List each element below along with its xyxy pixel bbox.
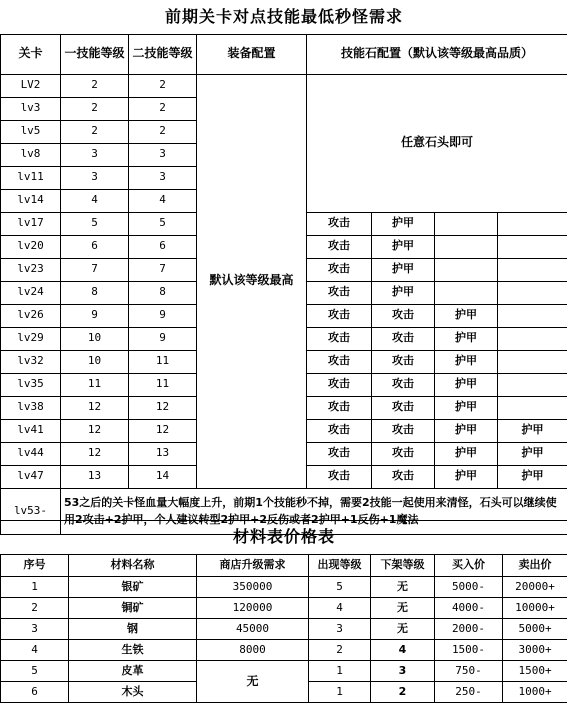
material-header: 卖出价: [503, 555, 567, 577]
stone-cell: 护甲: [435, 442, 498, 465]
skill2-cell: 3: [129, 166, 197, 189]
skill1-cell: 2: [61, 74, 129, 97]
material-shop-cell: 8000: [197, 640, 309, 661]
level-cell: lv5: [1, 120, 61, 143]
material-header: 商店升级需求: [197, 555, 309, 577]
material-header: 材料名称: [69, 555, 197, 577]
material-name-cell: 银矿: [69, 577, 197, 598]
material-name-cell: 铜矿: [69, 598, 197, 619]
stone-cell: [498, 396, 567, 419]
material-remove-cell: 无: [371, 598, 435, 619]
material-appear-cell: 2: [309, 640, 371, 661]
last-row-note: 53之后的关卡怪血量大幅度上升，前期1个技能秒不掉，需要2技能一起使用来清怪，石头可以继续使用2攻击+2护甲，个人建议转型2护甲+2反伤或者2护甲+1反伤+1魔法: [61, 488, 567, 534]
stone-cell: 攻击: [372, 304, 435, 327]
material-buy-cell: 4000-: [435, 598, 503, 619]
material-row: [1, 577, 567, 598]
stone-cell: 护甲: [435, 373, 498, 396]
level-cell: lv3: [1, 97, 61, 120]
level-row: [1, 74, 567, 97]
stone-cell: 攻击: [307, 327, 372, 350]
material-row: [1, 619, 567, 640]
level-cell: lv38: [1, 396, 61, 419]
level-cell: lv26: [1, 304, 61, 327]
stone-cell: 护甲: [435, 327, 498, 350]
material-shop-cell: 无: [197, 661, 309, 703]
skill2-cell: 2: [129, 120, 197, 143]
material-appear-cell: 5: [309, 577, 371, 598]
stone-cell: [498, 373, 567, 396]
material-remove-cell: 2: [371, 682, 435, 703]
material-header: 下架等级: [371, 555, 435, 577]
level-cell: lv23: [1, 258, 61, 281]
skill2-cell: 5: [129, 212, 197, 235]
stone-cell: 护甲: [498, 419, 567, 442]
material-sell-cell: 1500+: [503, 661, 567, 682]
skill1-cell: 13: [61, 465, 129, 488]
stone-cell: 攻击: [307, 396, 372, 419]
skill1-cell: 3: [61, 143, 129, 166]
skill2-cell: 9: [129, 304, 197, 327]
skill1-cell: 11: [61, 373, 129, 396]
last-row-level: lv53-: [1, 488, 61, 534]
skill1-cell: 7: [61, 258, 129, 281]
stone-cell: 护甲: [435, 304, 498, 327]
skill1-cell: 8: [61, 281, 129, 304]
skill2-cell: 8: [129, 281, 197, 304]
stone-cell: [435, 281, 498, 304]
stone-cell: 攻击: [307, 465, 372, 488]
skill1-cell: 9: [61, 304, 129, 327]
equipment-cell: 默认该等级最高: [197, 74, 307, 488]
header-equipment: 装备配置: [197, 34, 307, 74]
stone-cell: [498, 235, 567, 258]
material-remove-cell: 无: [371, 577, 435, 598]
stone-cell: 攻击: [372, 396, 435, 419]
stone-cell: 护甲: [435, 396, 498, 419]
material-buy-cell: 750-: [435, 661, 503, 682]
stone-cell: 攻击: [307, 281, 372, 304]
stone-cell: [498, 281, 567, 304]
material-header: 出现等级: [309, 555, 371, 577]
stone-cell: 护甲: [372, 235, 435, 258]
stone-cell: 攻击: [372, 350, 435, 373]
level-cell: lv41: [1, 419, 61, 442]
material-appear-cell: 1: [309, 661, 371, 682]
stone-cell: 攻击: [307, 419, 372, 442]
skill2-cell: 13: [129, 442, 197, 465]
header-skill2: 二技能等级: [129, 34, 197, 74]
stone-cell: 护甲: [372, 281, 435, 304]
material-remove-cell: 4: [371, 640, 435, 661]
material-shop-cell: 120000: [197, 598, 309, 619]
stone-cell: 攻击: [307, 350, 372, 373]
level-cell: lv11: [1, 166, 61, 189]
stone-cell: 护甲: [372, 212, 435, 235]
material-name-cell: 木头: [69, 682, 197, 703]
skill1-cell: 10: [61, 350, 129, 373]
material-row: [1, 598, 567, 619]
skill2-cell: 9: [129, 327, 197, 350]
stone-cell: [498, 258, 567, 281]
material-name-cell: 生铁: [69, 640, 197, 661]
stone-cell: 攻击: [372, 442, 435, 465]
skill2-cell: 7: [129, 258, 197, 281]
skill1-cell: 6: [61, 235, 129, 258]
material-remove-cell: 3: [371, 661, 435, 682]
level-cell: lv17: [1, 212, 61, 235]
material-sell-cell: 20000+: [503, 577, 567, 598]
stone-cell: [435, 235, 498, 258]
skill2-cell: 11: [129, 350, 197, 373]
header-stones: 技能石配置（默认该等级最高品质）: [307, 34, 567, 74]
stone-cell: [435, 212, 498, 235]
skill1-cell: 12: [61, 442, 129, 465]
stone-cell: [498, 212, 567, 235]
level-cell: lv35: [1, 373, 61, 396]
stone-cell: 护甲: [435, 465, 498, 488]
stone-cell: [498, 350, 567, 373]
skill2-cell: 12: [129, 396, 197, 419]
material-no-cell: 4: [1, 640, 69, 661]
level-cell: lv32: [1, 350, 61, 373]
stone-cell: 攻击: [307, 235, 372, 258]
skill1-cell: 12: [61, 396, 129, 419]
skill1-cell: 10: [61, 327, 129, 350]
level-cell: lv47: [1, 465, 61, 488]
stone-cell: 护甲: [498, 442, 567, 465]
stone-cell: 护甲: [435, 419, 498, 442]
material-buy-cell: 1500-: [435, 640, 503, 661]
stone-cell: 攻击: [307, 373, 372, 396]
material-sell-cell: 10000+: [503, 598, 567, 619]
material-shop-cell: 45000: [197, 619, 309, 640]
level-cell: lv24: [1, 281, 61, 304]
material-sell-cell: 5000+: [503, 619, 567, 640]
stone-cell: 攻击: [372, 373, 435, 396]
material-appear-cell: 4: [309, 598, 371, 619]
stone-cell: 攻击: [307, 304, 372, 327]
material-no-cell: 5: [1, 661, 69, 682]
material-sell-cell: 3000+: [503, 640, 567, 661]
stone-cell: 护甲: [372, 258, 435, 281]
skill1-cell: 5: [61, 212, 129, 235]
skill1-cell: 3: [61, 166, 129, 189]
skill2-cell: 3: [129, 143, 197, 166]
stone-cell: 攻击: [372, 419, 435, 442]
stone-cell: 攻击: [372, 327, 435, 350]
header-skill1: 一技能等级: [61, 34, 129, 74]
skill2-cell: 6: [129, 235, 197, 258]
material-no-cell: 2: [1, 598, 69, 619]
skill2-cell: 14: [129, 465, 197, 488]
material-appear-cell: 1: [309, 682, 371, 703]
material-name-cell: 皮革: [69, 661, 197, 682]
table2-title: 材料表价格表: [1, 521, 567, 555]
material-buy-cell: 250-: [435, 682, 503, 703]
level-cell: LV2: [1, 74, 61, 97]
header-level: 关卡: [1, 34, 61, 74]
level-cell: lv8: [1, 143, 61, 166]
skill2-cell: 11: [129, 373, 197, 396]
material-price-table: [0, 520, 567, 703]
material-header: 买入价: [435, 555, 503, 577]
material-buy-cell: 5000-: [435, 577, 503, 598]
skill2-cell: 2: [129, 97, 197, 120]
material-appear-cell: 3: [309, 619, 371, 640]
stone-cell: 护甲: [498, 465, 567, 488]
stone-cell: 攻击: [372, 465, 435, 488]
skill1-cell: 2: [61, 97, 129, 120]
skill2-cell: 12: [129, 419, 197, 442]
stone-cell: 护甲: [435, 350, 498, 373]
material-no-cell: 6: [1, 682, 69, 703]
material-no-cell: 1: [1, 577, 69, 598]
stone-cell: [498, 304, 567, 327]
stone-cell: 攻击: [307, 212, 372, 235]
stone-cell: [498, 327, 567, 350]
stones-any-cell: 任意石头即可: [307, 74, 567, 212]
material-header: 序号: [1, 555, 69, 577]
stone-cell: [435, 258, 498, 281]
material-row: [1, 640, 567, 661]
level-cell: lv29: [1, 327, 61, 350]
stone-cell: 攻击: [307, 442, 372, 465]
level-cell: lv20: [1, 235, 61, 258]
material-name-cell: 钢: [69, 619, 197, 640]
material-shop-cell: 350000: [197, 577, 309, 598]
stone-cell: 攻击: [307, 258, 372, 281]
table1-title: 前期关卡对点技能最低秒怪需求: [1, 0, 567, 34]
level-cell: lv44: [1, 442, 61, 465]
material-sell-cell: 1000+: [503, 682, 567, 703]
material-buy-cell: 2000-: [435, 619, 503, 640]
material-no-cell: 3: [1, 619, 69, 640]
material-row: [1, 661, 567, 682]
skill1-cell: 2: [61, 120, 129, 143]
skill1-cell: 4: [61, 189, 129, 212]
skill2-cell: 4: [129, 189, 197, 212]
level-cell: lv14: [1, 189, 61, 212]
skill1-cell: 12: [61, 419, 129, 442]
skill2-cell: 2: [129, 74, 197, 97]
material-remove-cell: 无: [371, 619, 435, 640]
